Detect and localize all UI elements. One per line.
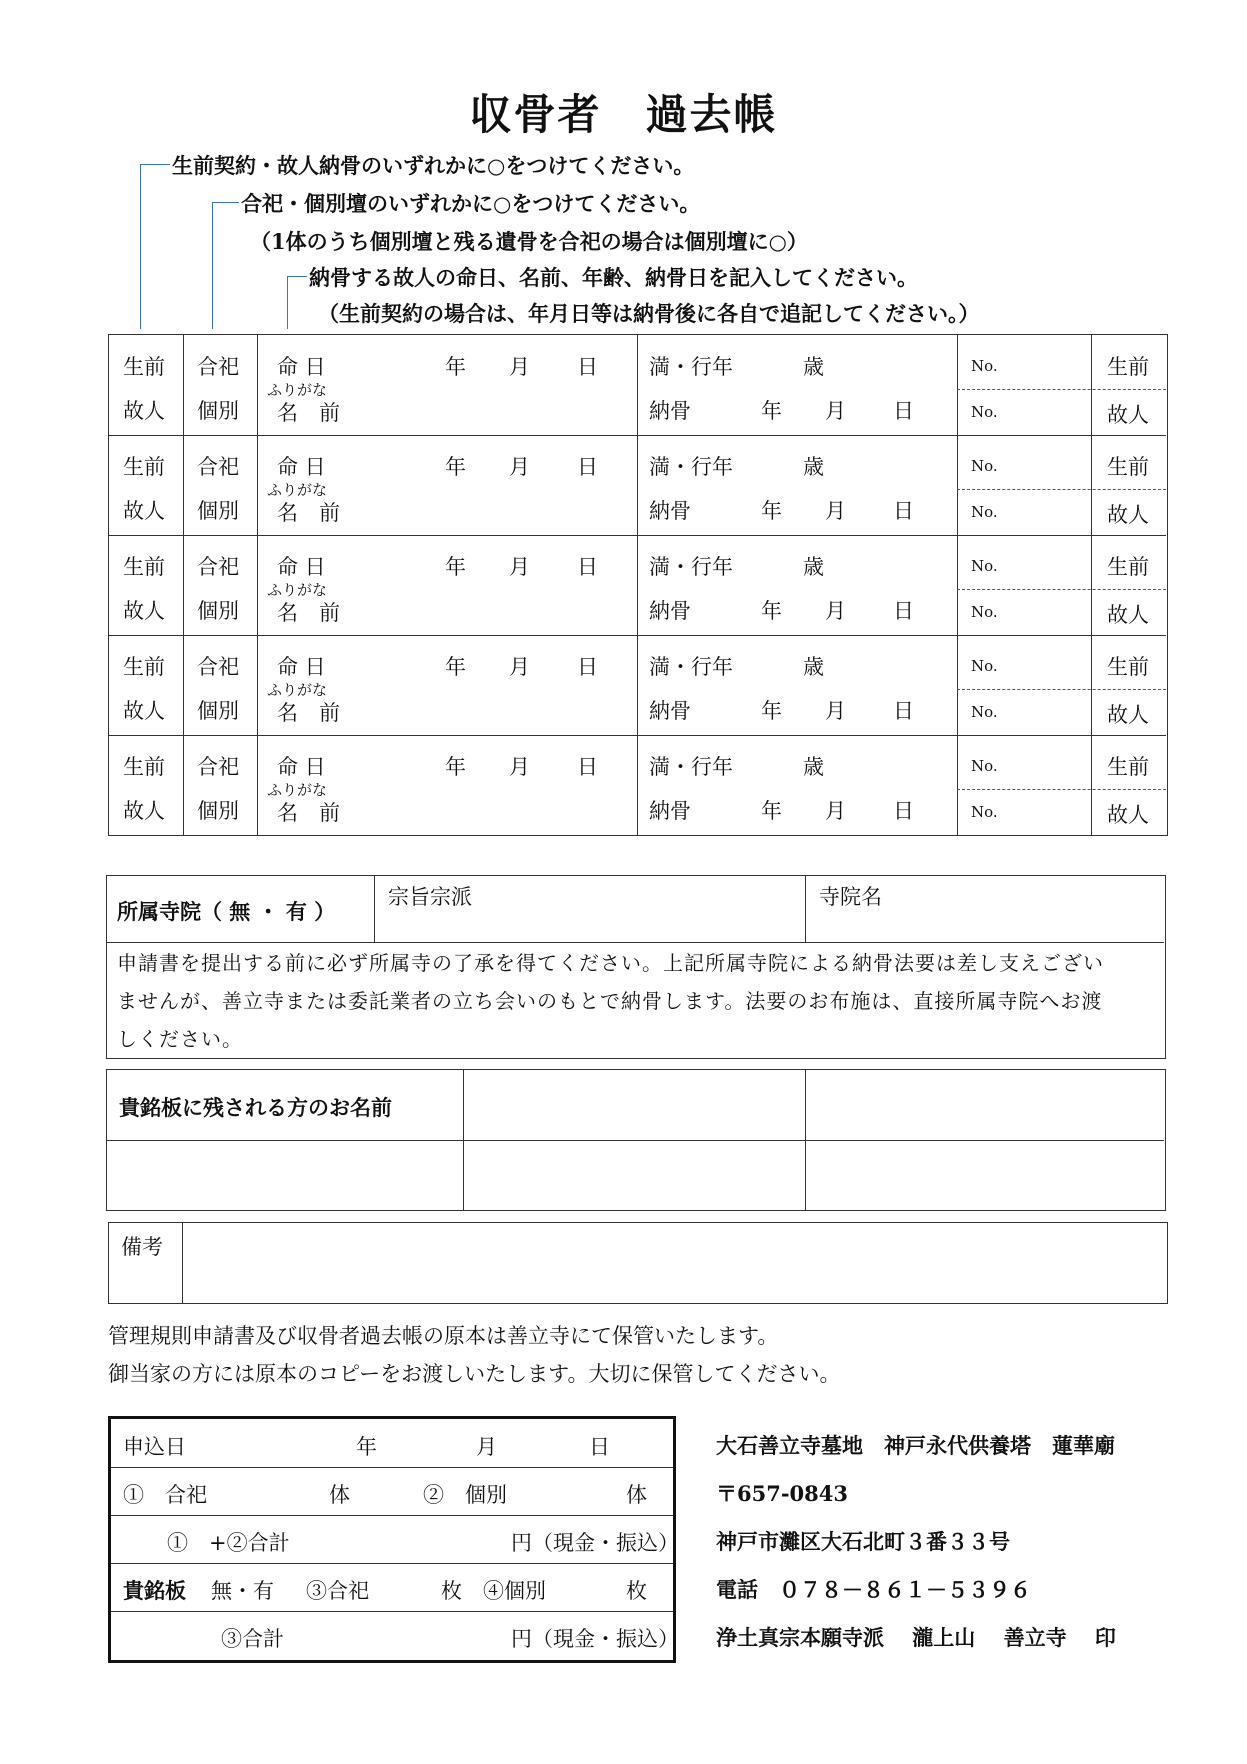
entry-row-1-age: 満・行年 [649, 355, 733, 379]
entry-row-2-death-month: 月 [509, 455, 530, 479]
application-date-label: 申込日 [123, 1435, 186, 1459]
entry-row-1-goshi: 合祀 [197, 355, 239, 379]
contact-zip: 〒657-0843 [716, 1481, 848, 1506]
entry-row-2-nokotsu: 納骨 [649, 499, 691, 523]
entry-row-3-burial-month: 月 [825, 599, 846, 623]
bracket-line-3h [287, 276, 307, 277]
entry-row-3-kojin: 故人 [123, 599, 165, 623]
entry-row-4-death-month: 月 [509, 655, 530, 679]
entry-row-3-death-month: 月 [509, 555, 530, 579]
bracket-line-3 [287, 276, 288, 329]
entry-row-5-nokotsu: 納骨 [649, 799, 691, 823]
temple-affiliation-label: 所属寺院（ 無 ・ 有 ） [117, 899, 336, 924]
entry-row-5-goshi: 合祀 [197, 755, 239, 779]
entry-row-1-seizen: 生前 [123, 355, 165, 379]
entry-row-1-kojin: 故人 [123, 399, 165, 423]
temple-note-line-3: しください。 [117, 1027, 243, 1051]
entry-row-2-death-day: 日 [577, 455, 598, 479]
entry-row-5-death-month: 月 [509, 755, 530, 779]
entry-row-5-seizen: 生前 [123, 755, 165, 779]
sect-label: 宗旨宗派 [388, 885, 472, 909]
entry-row-1-burial-year: 年 [761, 399, 782, 423]
bracket-line-2h [212, 202, 239, 203]
entry-row-4-burial-day: 日 [893, 699, 914, 723]
entry-row-4-kojin: 故人 [123, 699, 165, 723]
entry-row-4-death-day: 日 [577, 655, 598, 679]
plate-goshi-unit: 枚 [441, 1579, 462, 1603]
entry-row-5-no-1: No. [971, 757, 998, 775]
entry-row-1-furigana: ふりがな [267, 381, 328, 399]
sum3-yen: 円（現金・振込） [511, 1627, 679, 1651]
entry-row-2-kobetsu: 個別 [197, 499, 239, 523]
entry-row-2-namae: 名 前 [277, 501, 340, 525]
entry-row-3-nokotsu: 納骨 [649, 599, 691, 623]
entry-row-2-no-1: No. [971, 457, 998, 475]
instruction-3: （1体のうち個別壇と残る遺骨を合祀の場合は個別壇に○） [250, 229, 808, 254]
entry-row-1-no-1: No. [971, 357, 998, 375]
entry-row-5-sai: 歳 [803, 755, 824, 779]
page-title: 収骨者 過去帳 [469, 90, 778, 139]
entry-row-3-kojin-right: 故人 [1107, 603, 1149, 627]
goshi-count-label: ① 合祀 [123, 1483, 207, 1507]
entry-row-3-age: 満・行年 [649, 555, 733, 579]
temple-section [106, 875, 1166, 1059]
entry-table [108, 334, 1168, 836]
entry-row-2-burial-year: 年 [761, 499, 782, 523]
entry-row-5-kojin-right: 故人 [1107, 803, 1149, 827]
entry-row-2-kojin: 故人 [123, 499, 165, 523]
entry-row-4-namae: 名 前 [277, 701, 340, 725]
entry-row-5-death-year: 年 [445, 755, 466, 779]
kobetsu-count-label: ② 個別 [423, 1483, 507, 1507]
entry-row-4-kojin-right: 故人 [1107, 703, 1149, 727]
entry-row-3-goshi: 合祀 [197, 555, 239, 579]
entry-row-3-sai: 歳 [803, 555, 824, 579]
entry-row-1-no-2: No. [971, 403, 998, 421]
remarks-section [108, 1222, 1168, 1304]
entry-row-3-kobetsu: 個別 [197, 599, 239, 623]
entry-row-1-burial-day: 日 [893, 399, 914, 423]
contact-address: 神戸市灘区大石北町３番３３号 [716, 1529, 1010, 1554]
entry-row-3-seizen-right: 生前 [1107, 555, 1149, 579]
entry-row-1-burial-month: 月 [825, 399, 846, 423]
entry-row-4-furigana: ふりがな [267, 681, 328, 699]
entry-row-1-sai: 歳 [803, 355, 824, 379]
entry-row-1-seizen-right: 生前 [1107, 355, 1149, 379]
entry-row-3-burial-day: 日 [893, 599, 914, 623]
entry-row-5-burial-month: 月 [825, 799, 846, 823]
entry-row-4-burial-year: 年 [761, 699, 782, 723]
entry-row-4-seizen: 生前 [123, 655, 165, 679]
entry-row-5-burial-year: 年 [761, 799, 782, 823]
entry-row-5-namae: 名 前 [277, 801, 340, 825]
kobetsu-unit: 体 [626, 1483, 647, 1507]
entry-row-4-no-1: No. [971, 657, 998, 675]
application-year: 年 [356, 1435, 377, 1459]
entry-row-1-meinichi: 命 日 [277, 355, 326, 379]
entry-row-1-nokotsu: 納骨 [649, 399, 691, 423]
entry-row-4-age: 満・行年 [649, 655, 733, 679]
contact-line-1: 大石善立寺墓地 神戸永代供養塔 蓮華廟 [716, 1433, 1115, 1458]
sum12-label: ① +②合計 [167, 1531, 290, 1555]
entry-row-4-burial-month: 月 [825, 699, 846, 723]
entry-row-3-seizen: 生前 [123, 555, 165, 579]
application-month: 月 [476, 1435, 497, 1459]
entry-row-3-death-day: 日 [577, 555, 598, 579]
entry-row-2-meinichi: 命 日 [277, 455, 326, 479]
storage-note-2: 御当家の方には原本のコピーをお渡しいたします。大切に保管してください。 [108, 1362, 841, 1386]
temple-note-line-2: ませんが、善立寺または委託業者の立ち会いのもとで納骨します。法要のお布施は、直接所属寺院へお渡 [117, 989, 1103, 1013]
entry-row-5-seizen-right: 生前 [1107, 755, 1149, 779]
temple-name-label: 寺院名 [819, 885, 882, 909]
entry-row-4-meinichi: 命 日 [277, 655, 326, 679]
goshi-unit: 体 [329, 1483, 350, 1507]
bracket-line-1h [140, 164, 170, 165]
entry-row-2-furigana: ふりがな [267, 481, 328, 499]
entry-row-1-namae: 名 前 [277, 401, 340, 425]
application-day: 日 [589, 1435, 610, 1459]
entry-row-3-furigana: ふりがな [267, 581, 328, 599]
entry-row-2-seizen: 生前 [123, 455, 165, 479]
entry-row-3-burial-year: 年 [761, 599, 782, 623]
entry-row-1-death-month: 月 [509, 355, 530, 379]
entry-row-2-age: 満・行年 [649, 455, 733, 479]
entry-row-5-burial-day: 日 [893, 799, 914, 823]
instruction-2: 合祀・個別壇のいずれかに○をつけてください。 [241, 191, 701, 216]
remarks-label: 備考 [121, 1235, 163, 1259]
nameplate-label: 貴銘板に残される方のお名前 [119, 1095, 392, 1120]
entry-row-3-namae: 名 前 [277, 601, 340, 625]
entry-row-3-no-1: No. [971, 557, 998, 575]
entry-row-2-burial-day: 日 [893, 499, 914, 523]
entry-row-1-death-day: 日 [577, 355, 598, 379]
bracket-line-1 [140, 164, 141, 329]
instruction-1: 生前契約・故人納骨のいずれかに○をつけてください。 [172, 153, 695, 178]
entry-row-2-no-2: No. [971, 503, 998, 521]
entry-row-4-seizen-right: 生前 [1107, 655, 1149, 679]
sum3-label: ③合計 [221, 1627, 284, 1651]
contact-phone: 電話 ０７８－８６１－５３９６ [716, 1577, 1031, 1602]
sum12-yen: 円（現金・振込） [511, 1531, 679, 1555]
entry-row-4-kobetsu: 個別 [197, 699, 239, 723]
plate-mu-yu: 無・有 [211, 1579, 274, 1603]
bracket-line-2 [212, 202, 213, 329]
entry-row-5-no-2: No. [971, 803, 998, 821]
entry-row-4-no-2: No. [971, 703, 998, 721]
entry-row-2-seizen-right: 生前 [1107, 455, 1149, 479]
plate-kobetsu-unit: 枚 [626, 1579, 647, 1603]
entry-row-1-kobetsu: 個別 [197, 399, 239, 423]
entry-row-3-meinichi: 命 日 [277, 555, 326, 579]
temple-note-line-1: 申請書を提出する前に必ず所属寺の了承を得てください。上記所属寺院による納骨法要は差し支えござい [117, 951, 1104, 975]
instruction-4: 納骨する故人の命日、名前、年齢、納骨日を記入してください。 [309, 265, 918, 290]
plate-label: 貴銘板 [123, 1578, 186, 1603]
temple-note [117, 944, 1157, 1058]
entry-row-5-death-day: 日 [577, 755, 598, 779]
instruction-5: （生前契約の場合は、年月日等は納骨後に各自で追記してください。） [318, 301, 980, 326]
entry-row-3-no-2: No. [971, 603, 998, 621]
entry-row-4-goshi: 合祀 [197, 655, 239, 679]
entry-row-5-kojin: 故人 [123, 799, 165, 823]
entry-row-4-sai: 歳 [803, 655, 824, 679]
entry-row-1-kojin-right: 故人 [1107, 403, 1149, 427]
entry-row-5-furigana: ふりがな [267, 781, 328, 799]
entry-row-4-nokotsu: 納骨 [649, 699, 691, 723]
entry-row-2-death-year: 年 [445, 455, 466, 479]
application-box [108, 1416, 679, 1663]
contact-temple: 浄土真宗本願寺派 瀧上山 善立寺 印 [716, 1625, 1116, 1650]
entry-row-3-death-year: 年 [445, 555, 466, 579]
nameplate-section [106, 1069, 1166, 1211]
entry-row-1-death-year: 年 [445, 355, 466, 379]
entry-row-2-kojin-right: 故人 [1107, 503, 1149, 527]
entry-row-5-meinichi: 命 日 [277, 755, 326, 779]
storage-note-1: 管理規則申請書及び収骨者過去帳の原本は善立寺にて保管いたします。 [108, 1324, 779, 1348]
entry-row-2-sai: 歳 [803, 455, 824, 479]
entry-row-5-kobetsu: 個別 [197, 799, 239, 823]
plate-goshi-label: ③合祀 [306, 1579, 369, 1603]
plate-kobetsu-label: ④個別 [483, 1579, 546, 1603]
entry-row-5-age: 満・行年 [649, 755, 733, 779]
entry-row-2-burial-month: 月 [825, 499, 846, 523]
entry-row-4-death-year: 年 [445, 655, 466, 679]
entry-row-2-goshi: 合祀 [197, 455, 239, 479]
